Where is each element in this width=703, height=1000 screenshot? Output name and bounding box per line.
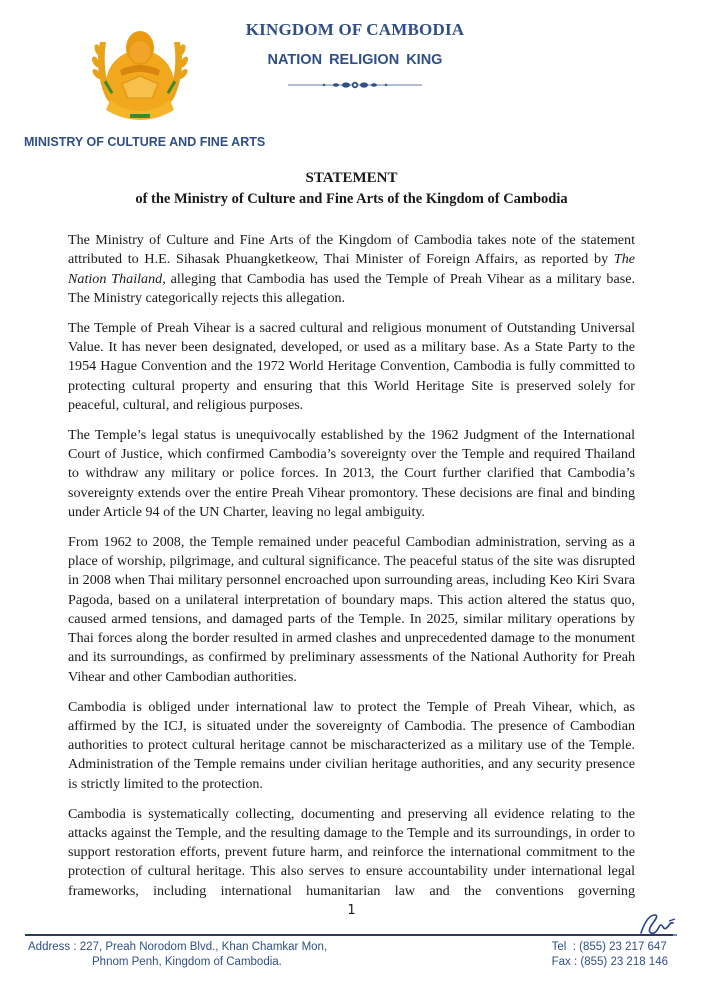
country-name: KINGDOM OF CAMBODIA xyxy=(245,20,465,39)
fax: Fax : (855) 23 218 146 xyxy=(551,956,668,968)
paragraph: Cambodia is systematically collecting, documenting and preserving all evidence relating to the attacks against the Temple, and the resulting damage to the Temple and its surroundings, in order to support restoration efforts, prevent future harm, and reinforce the international commitment to the protection of cultural heritage. This also serves to ensure accountability under international legal frameworks, including international humanitarian law and the conventions governing xyxy=(68,805,635,899)
footer-address xyxy=(28,940,327,970)
statement-title: STATEMENT xyxy=(305,170,398,186)
national-motto: NATION RELIGION KING xyxy=(267,52,443,68)
paragraph-text: , alleging that Cambodia has used the Temple of Preah Vihear as a military base. The Ministry categorically rejects this allegation. xyxy=(68,270,635,306)
address-line: Phnom Penh, Kingdom of Cambodia. xyxy=(92,956,282,968)
telephone: Tel : (855) 23 217 647 xyxy=(551,941,667,953)
statement-subtitle: of the Ministry of Culture and Fine Arts of the Kingdom of Cambodia xyxy=(135,191,568,207)
decorative-divider-icon xyxy=(288,80,422,90)
ministry-name: MINISTRY OF CULTURE AND FINE ARTS xyxy=(24,135,266,149)
paragraph: The Temple of Preah Vihear is a sacred cultural and religious monument of Outstanding Universal Value. It has never been designated, developed, or used as a military base. As a State Party to the 1954 Hague Convention and the 1972 World Heritage Convention, Cambodia is fully committed to protecting cultural property and ensuring that this World Heritage Site is preserved solely for peaceful, cultural, and religious purposes. xyxy=(68,319,635,413)
footer-contact xyxy=(552,940,668,970)
statement-body xyxy=(68,231,635,912)
address-line: Address : 227, Preah Norodom Blvd., Khan Chamkar Mon, xyxy=(28,941,328,953)
paragraph-text: The Ministry of Culture and Fine Arts of the Kingdom of Cambodia takes note of the statement attributed to H.E. Sihasak Phuangketkeow, Thai Minister of Foreign Affairs, as reported by xyxy=(68,232,635,268)
paragraph xyxy=(68,231,635,308)
footer-divider xyxy=(25,934,673,936)
publication-name: The Nation Thailand xyxy=(68,251,635,287)
paragraph: Cambodia is obliged under international law to protect the Temple of Preah Vihear, which, as affirmed by the ICJ, is situated under the sovereignty of Cambodia. The presence of Cambodian authorities to protect cultural heritage cannot be mischaracterized as a military use of the Temple. Administration of the Temple remains under civilian heritage authorities, and any security presence is strictly limited to the protection. xyxy=(68,698,635,792)
page-number: 1 xyxy=(347,903,356,918)
ministry-emblem-icon xyxy=(86,22,194,128)
paragraph: The Temple’s legal status is unequivocally established by the 1962 Judgment of the International Court of Justice, which confirmed Cambodia’s sovereignty over the Temple and required Thailand to withdraw any military or police forces. In 2013, the Court further clarified that Cambodia’s sovereignty extends over the entire Preah Vihear promontory. These decisions are final and binding under Article 94 of the UN Charter, leaving no legal ambiguity. xyxy=(68,426,635,520)
paragraph: From 1962 to 2008, the Temple remained under peaceful Cambodian administration, serving as a place of worship, pilgrimage, and cultural significance. The peaceful status of the site was disrupted in 2008 when Thai military personnel encroached upon surrounding areas, including Keo Kiri Svara Pagoda, based on a unilateral interpretation of boundary maps. This action altered the status quo, caused armed tensions, and damaged parts of the Temple. In 2025, similar military operations by Thai forces along the border resulted in armed clashes and unprecedented damage to the monument and its surroundings, as confirmed by preliminary assessments of the National Authority for Preah Vihear and other Cambodian authorities. xyxy=(68,533,635,685)
